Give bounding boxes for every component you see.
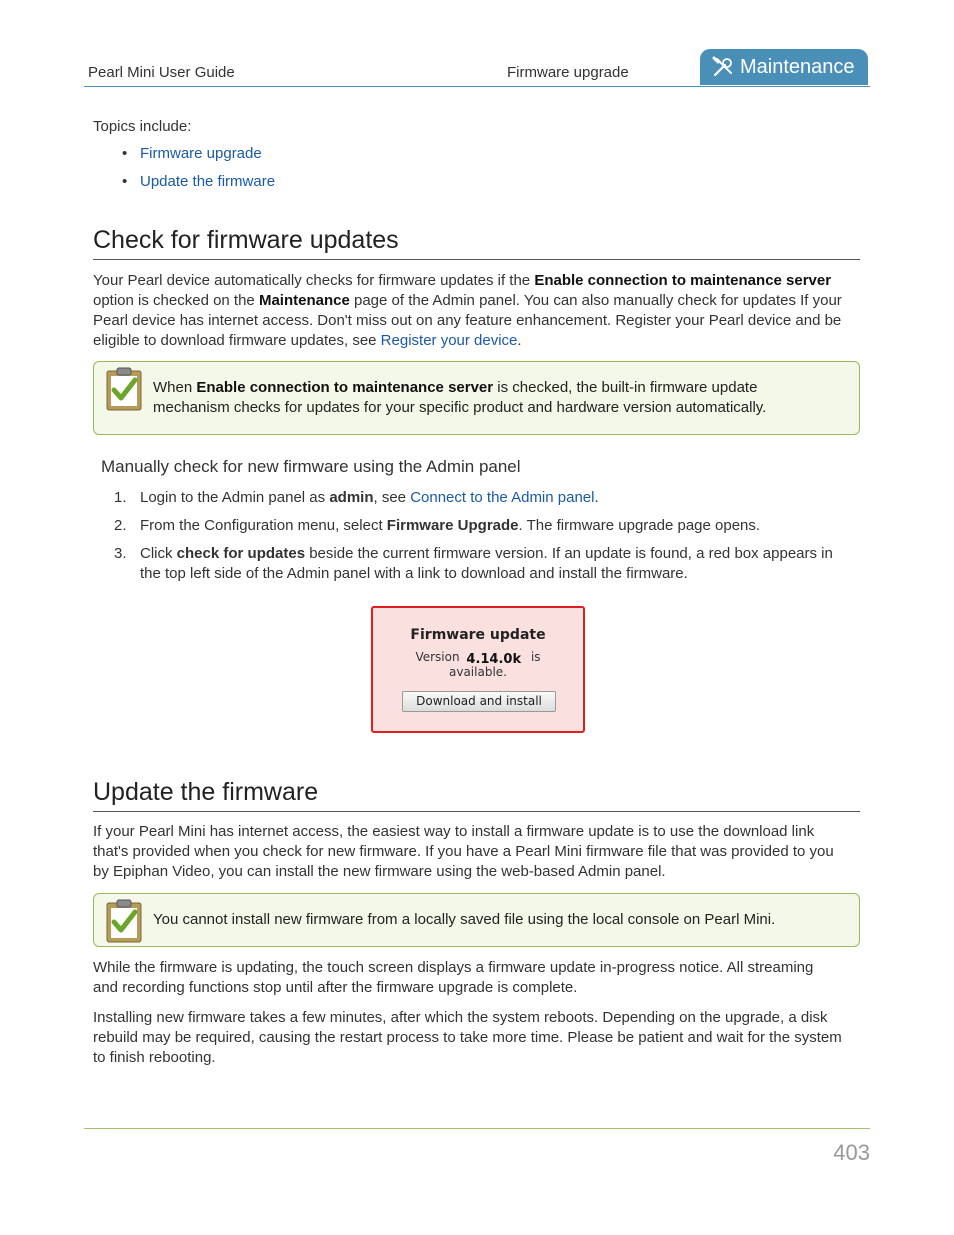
- text: , see: [373, 489, 411, 506]
- updating-paragraph: [93, 958, 863, 998]
- figure-title: Firmware update: [410, 627, 546, 643]
- page-number: 403: [833, 1140, 870, 1165]
- topic-link-firmware-upgrade[interactable]: Firmware upgrade: [140, 145, 262, 162]
- maintenance-tab: [700, 49, 868, 85]
- steps-list: [114, 488, 854, 592]
- firmware-update-figure: [371, 606, 585, 733]
- tools-icon: [712, 56, 734, 78]
- bold-setting: Enable connection to maintenance server: [534, 272, 832, 289]
- footer-divider: [84, 1128, 870, 1129]
- text: is: [530, 650, 541, 664]
- text: Installing new firmware takes a few minutes, after which the system reboots. Depending on the upgrade, a disk: [93, 1009, 828, 1026]
- topics-list: [122, 145, 275, 201]
- header-divider: [84, 86, 870, 87]
- list-item[interactable]: [122, 145, 275, 173]
- bold-page: Maintenance: [258, 292, 350, 309]
- bold-term: Firmware Upgrade: [386, 517, 519, 534]
- figure-available: available.: [449, 665, 507, 679]
- note-text: You cannot install new firmware from a locally saved file using the local console on Pearl Mini.: [153, 911, 776, 928]
- tab-label: Maintenance: [740, 55, 855, 78]
- text: From the Configuration menu, select: [140, 517, 387, 534]
- heading-update-firmware: Update the firmware: [93, 778, 860, 812]
- text: to finish rebooting.: [93, 1049, 216, 1066]
- text: rebuild may be required, causing the restart process to take more time. Please be patient and wait for the system: [93, 1029, 842, 1046]
- clipboard-check-icon: [105, 898, 143, 944]
- note-box: [93, 893, 860, 947]
- installing-paragraph: [93, 1008, 863, 1068]
- clipboard-check-icon: [105, 366, 143, 412]
- bold-setting: Enable connection to maintenance server: [196, 379, 494, 396]
- text: option is checked on the: [93, 292, 259, 309]
- check-paragraph: [93, 271, 863, 351]
- text: that's provided when you check for new firmware. If you have a Pearl Mini firmware file that was provided to you: [93, 843, 834, 860]
- figure-version-line: [373, 650, 583, 665]
- text: Your Pearl device automatically checks for firmware updates if the: [93, 272, 535, 289]
- bold-term: admin: [329, 489, 374, 506]
- text: .: [517, 332, 522, 349]
- text: is checked, the built-in firmware update: [493, 379, 758, 396]
- text: When: [153, 379, 197, 396]
- note-text: [153, 378, 843, 418]
- connect-admin-link[interactable]: Connect to the Admin panel: [410, 489, 595, 506]
- step-number: 2.: [114, 517, 127, 534]
- list-item: [114, 544, 854, 584]
- list-item[interactable]: [122, 173, 275, 201]
- register-device-link[interactable]: Register your device: [380, 332, 518, 349]
- version-number: 4.14.0k: [466, 652, 522, 667]
- download-and-install-button[interactable]: Download and install: [402, 691, 556, 712]
- text: and recording functions stop until after the firmware upgrade is complete.: [93, 979, 578, 996]
- text: While the firmware is updating, the touch screen displays a firmware update in-progress notice. All streaming: [93, 959, 814, 976]
- text: Login to the Admin panel as: [140, 489, 330, 506]
- bold-term: check for updates: [176, 545, 306, 562]
- text: Click: [140, 545, 177, 562]
- topic-link-update-firmware[interactable]: Update the firmware: [140, 173, 276, 190]
- text: Pearl device has internet access. Don't miss out on any feature enhancement. Register your Pearl device and be: [93, 312, 842, 329]
- text: Version: [415, 650, 460, 664]
- list-item: [114, 488, 854, 508]
- note-box: [93, 361, 860, 435]
- text: If your Pearl Mini has internet access, the easiest way to install a firmware update is to use the download link: [93, 823, 815, 840]
- text: eligible to download firmware updates, see: [93, 332, 381, 349]
- step-number: 3.: [114, 545, 127, 562]
- guide-title: Pearl Mini User Guide: [88, 64, 235, 81]
- subheading-manual-check: Manually check for new firmware using the Admin panel: [101, 457, 521, 476]
- step-number: 1.: [114, 489, 127, 506]
- heading-check-updates: Check for firmware updates: [93, 226, 860, 260]
- text: beside the current firmware version. If an update is found, a red box appears in: [305, 545, 833, 562]
- topics-intro: Topics include:: [93, 118, 192, 135]
- text: mechanism checks for updates for your specific product and hardware version automatically.: [153, 399, 767, 416]
- update-paragraph: [93, 822, 863, 882]
- text: . The firmware upgrade page opens.: [518, 517, 761, 534]
- section-title: Firmware upgrade: [507, 64, 629, 81]
- text: page of the Admin panel. You can also manually check for updates If your: [349, 292, 842, 309]
- list-item: [114, 516, 854, 536]
- text: .: [594, 489, 599, 506]
- text: by Epiphan Video, you can install the new firmware using the web-based Admin panel.: [93, 863, 666, 880]
- text: the top left side of the Admin panel with a link to download and install the firmware.: [140, 565, 688, 582]
